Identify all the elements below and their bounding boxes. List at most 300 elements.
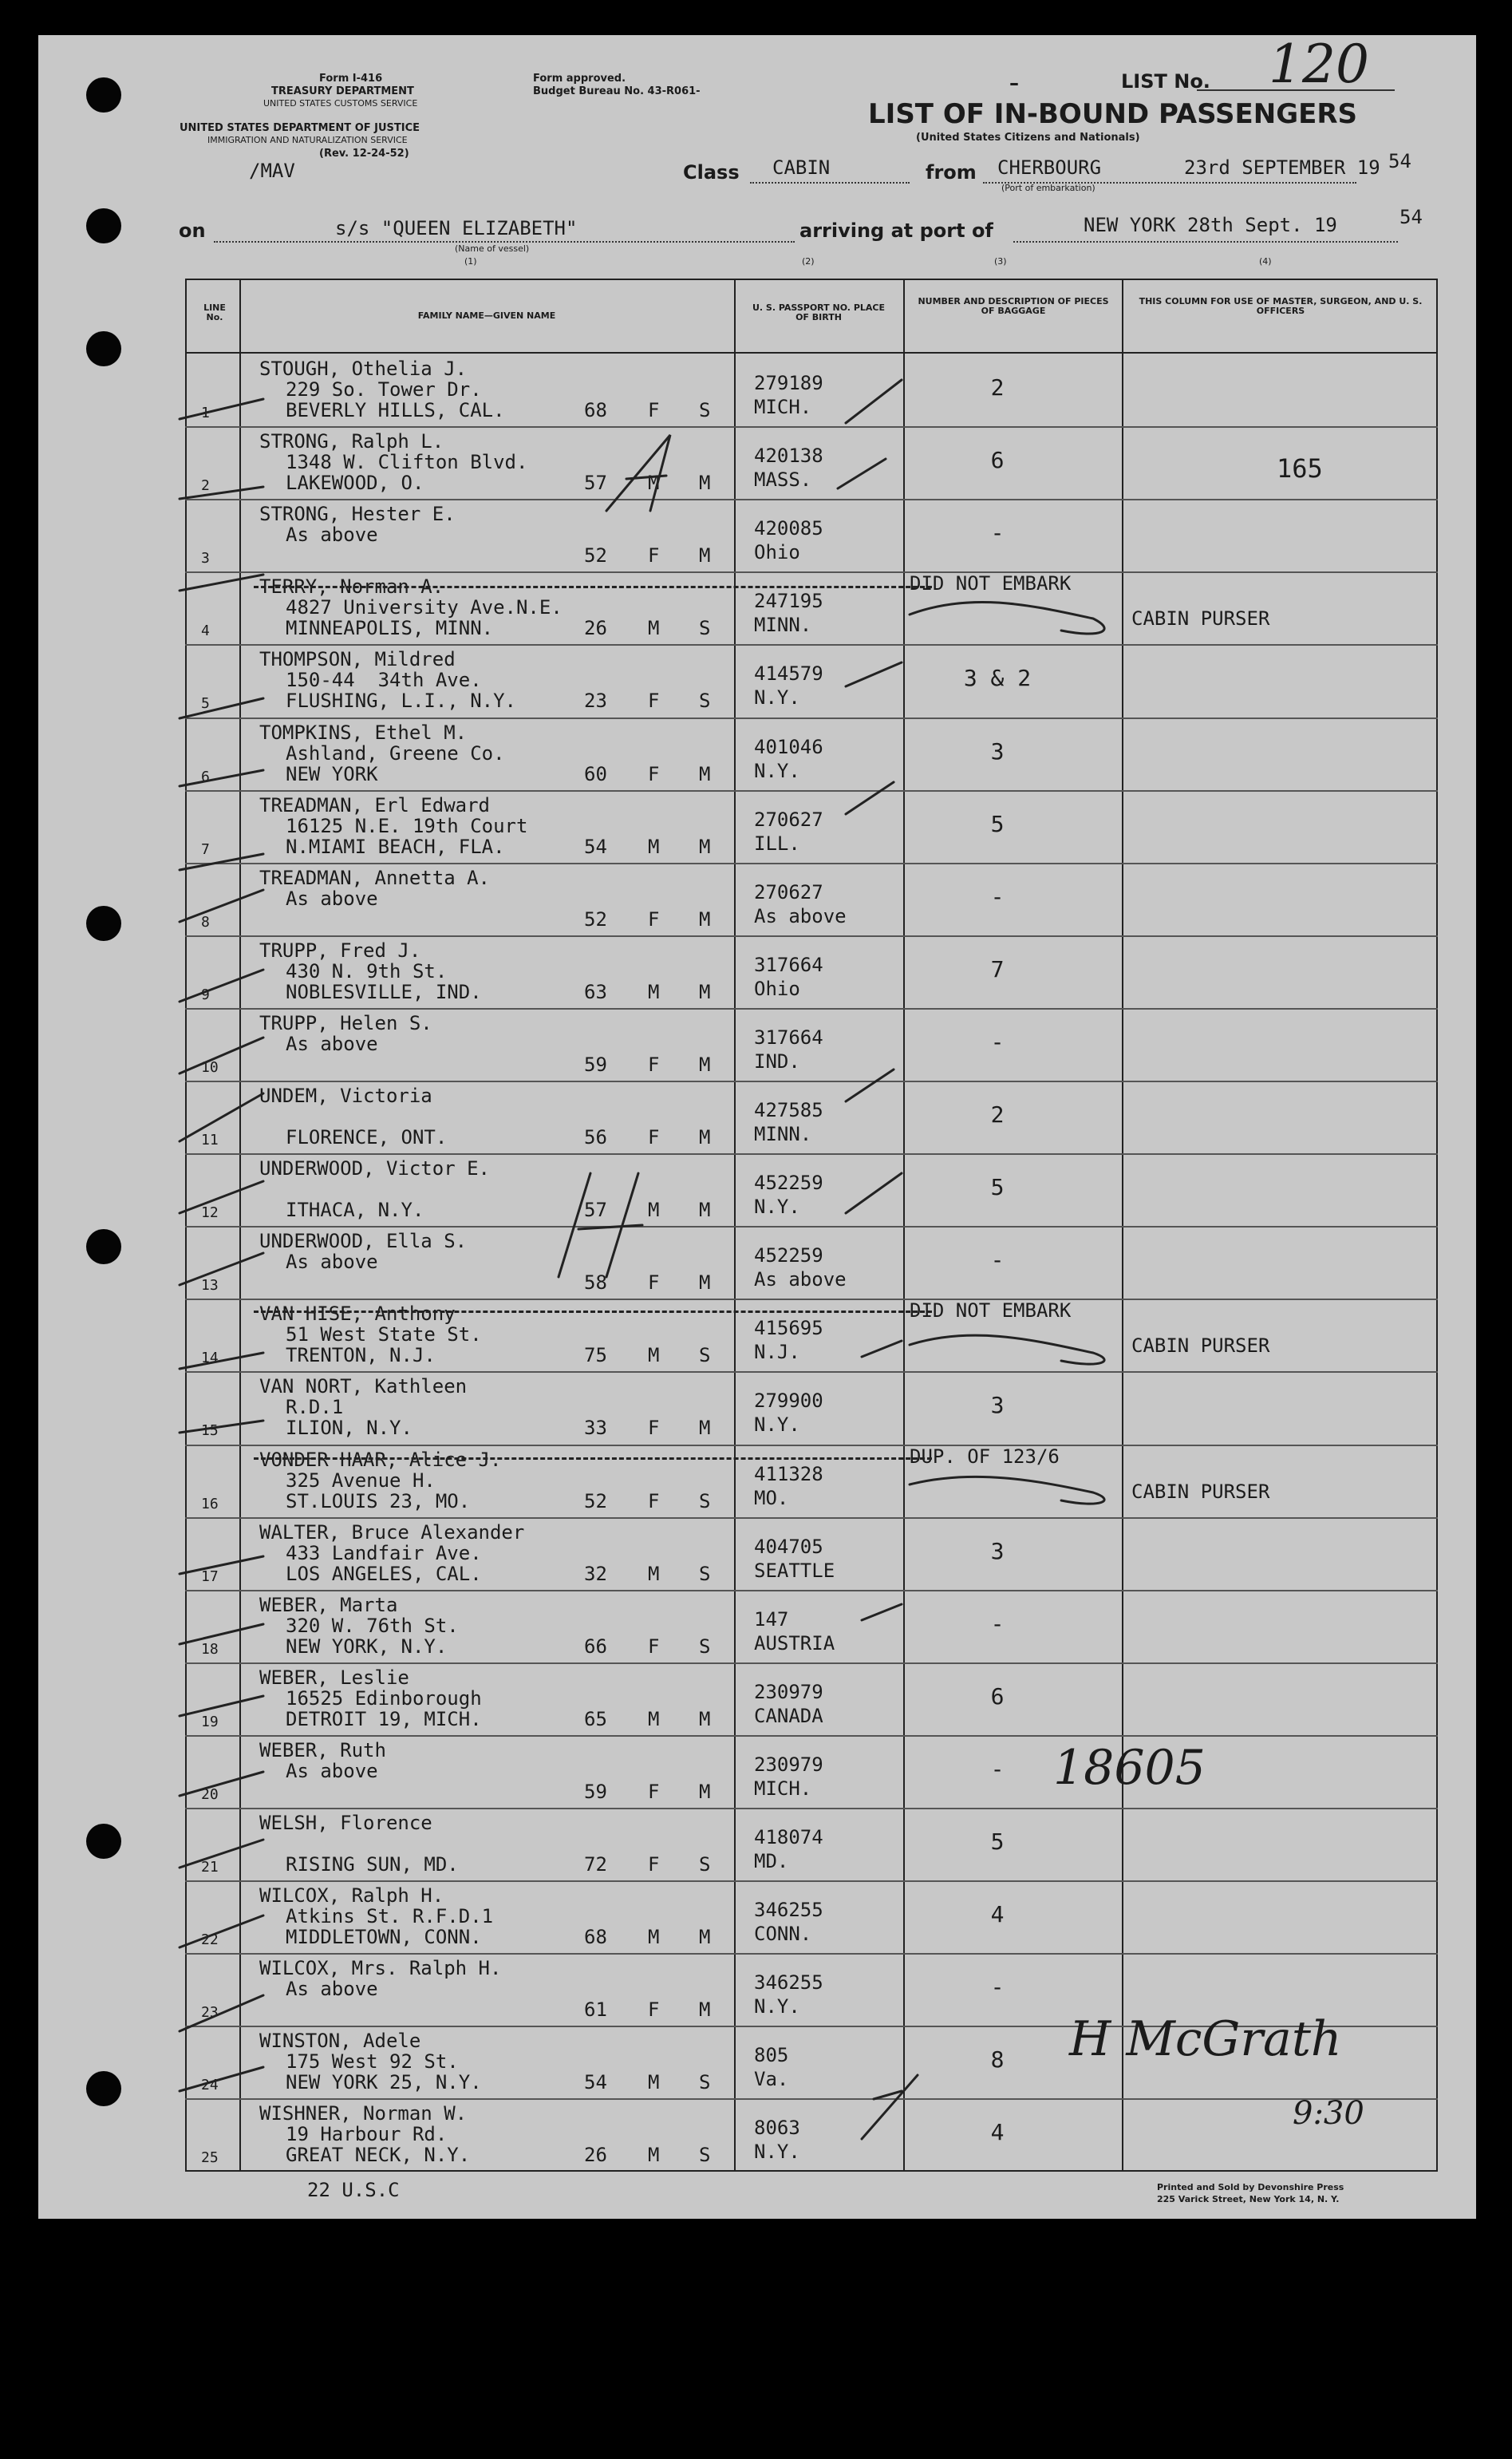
line-tick [180, 890, 263, 922]
passport-number: 317664 [754, 954, 823, 976]
passport-number: 420138 [754, 445, 823, 467]
line-tick [180, 1624, 263, 1644]
passport-number: 414579 [754, 662, 823, 685]
sex: M [648, 1344, 660, 1366]
age: 68 [584, 1926, 607, 1948]
marital-status: M [699, 981, 711, 1003]
place-of-birth: IND. [754, 1050, 800, 1073]
departure-date: 23rd SEPTEMBER 19 [1184, 156, 1380, 179]
embarkation-note: (Port of embarkation) [1001, 183, 1096, 193]
passport-number: 418074 [754, 1826, 823, 1848]
check-mark [838, 459, 886, 488]
sex: M [648, 2144, 660, 2166]
passenger-name: THOMPSON, Mildred [259, 648, 456, 670]
place-of-birth: N.Y. [754, 686, 800, 709]
sex: F [648, 399, 660, 421]
address-line: 175 West 92 St. [286, 2050, 459, 2073]
passenger-name: TREADMAN, Erl Edward [259, 794, 490, 816]
column-number-3: (3) [994, 256, 1007, 267]
age: 63 [584, 981, 607, 1003]
line-number: 24 [201, 2077, 219, 2093]
marital-status: S [699, 1635, 711, 1658]
marital-status: M [699, 908, 711, 931]
line-number: 2 [201, 477, 210, 494]
address-line: 1348 W. Clifton Blvd. [286, 451, 528, 473]
address-line: 16125 N.E. 19th Court [286, 815, 528, 837]
place-of-birth: MASS. [754, 468, 812, 491]
address-city: LOS ANGELES, CAL. [286, 1563, 482, 1585]
line-tick [180, 854, 263, 870]
passport-number: 427585 [754, 1099, 823, 1121]
baggage: 7 [990, 956, 1005, 982]
purser-scribble [910, 602, 1104, 634]
passenger-name: VONDER HAAR, Alice J. [259, 1449, 502, 1471]
address-line: R.D.1 [286, 1396, 344, 1418]
tally-mark [606, 435, 670, 511]
passport-number: 452259 [754, 1244, 823, 1267]
marital-status: S [699, 1344, 711, 1366]
place-of-birth: N.Y. [754, 760, 800, 782]
place-of-birth: MICH. [754, 396, 812, 418]
address-city: NEW YORK [286, 763, 378, 785]
list-no-label: LIST No. [1121, 70, 1210, 93]
address-line: Atkins St. R.F.D.1 [286, 1905, 494, 1927]
marital-status: M [699, 1708, 711, 1730]
marital-status: S [699, 690, 711, 712]
officer-note: 165 [1277, 453, 1323, 484]
officer-note: CABIN PURSER [1131, 1334, 1270, 1357]
form-title: LIST OF IN-BOUND PASSENGERS [868, 98, 1357, 130]
age: 32 [584, 1563, 607, 1585]
address-line: 430 N. 9th St. [286, 960, 448, 982]
passenger-name: WILCOX, Ralph H. [259, 1884, 444, 1907]
baggage: 5 [990, 1174, 1005, 1200]
address-line: As above [286, 1251, 378, 1273]
place-of-birth: Ohio [754, 978, 800, 1000]
passenger-name: TOMPKINS, Ethel M. [259, 721, 468, 744]
officer-note: CABIN PURSER [1131, 1481, 1270, 1503]
line-tick [180, 770, 263, 786]
passenger-name: WELSH, Florence [259, 1812, 432, 1834]
sex: M [648, 981, 660, 1003]
line-number: 15 [201, 1422, 219, 1439]
line-number: 8 [201, 914, 210, 931]
place-of-birth: N.Y. [754, 2141, 800, 2163]
age: 75 [584, 1344, 607, 1366]
passport-number: 346255 [754, 1899, 823, 1921]
age: 61 [584, 1998, 607, 2021]
passport-number: 279189 [754, 372, 823, 394]
col-baggage-header: NUMBER AND DESCRIPTION OF PIECES OF BAGGAGE [918, 296, 1109, 316]
line-tick [180, 970, 263, 1002]
line-number: 23 [201, 2004, 219, 2021]
line-number: 20 [201, 1786, 219, 1803]
printer-line-2: 225 Varick Street, New York 14, N. Y. [1157, 2194, 1340, 2204]
address-line: As above [286, 1978, 378, 2000]
passenger-name: WEBER, Ruth [259, 1739, 386, 1761]
place-of-birth: CANADA [754, 1705, 823, 1727]
address-line: 16525 Edinborough [286, 1687, 482, 1710]
passenger-name: WEBER, Leslie [259, 1666, 409, 1689]
line-number: 18 [201, 1641, 219, 1658]
check-mark [862, 1604, 902, 1620]
line-tick [180, 698, 263, 718]
age: 52 [584, 908, 607, 931]
line-number: 14 [201, 1350, 219, 1366]
address-line: 325 Avenue H. [286, 1469, 436, 1492]
sex: M [648, 1926, 660, 1948]
passenger-name: UNDERWOOD, Ella S. [259, 1230, 468, 1252]
col-name-header: FAMILY NAME—GIVEN NAME [417, 310, 556, 321]
passenger-name: VAN HISE, Anthony [259, 1303, 456, 1325]
purser-scribble [910, 1477, 1104, 1504]
sex: M [648, 1563, 660, 1585]
passport-number: 805 [754, 2044, 789, 2066]
baggage: DUP. OF 123/6 [910, 1445, 1060, 1468]
place-of-birth: MICH. [754, 1777, 812, 1800]
handwritten-initials: 9:30 [1293, 2095, 1364, 2132]
budget-label: Budget Bureau No. 43-R061- [533, 85, 701, 97]
line-number: 22 [201, 1931, 219, 1948]
age: 65 [584, 1708, 607, 1730]
baggage: 5 [990, 811, 1005, 837]
marital-status: M [699, 1126, 711, 1148]
baggage: - [990, 1247, 1005, 1273]
baggage: - [990, 884, 1005, 910]
place-of-birth: Ohio [754, 541, 800, 563]
passenger-name: STRONG, Hester E. [259, 503, 456, 525]
sex: M [648, 617, 660, 639]
baggage: 4 [990, 1901, 1005, 1927]
purser-scribble [910, 1335, 1104, 1364]
form-subtitle: (United States Citizens and Nationals) [916, 132, 1140, 144]
passenger-name: UNDERWOOD, Victor E. [259, 1157, 490, 1180]
passport-number: 404705 [754, 1536, 823, 1558]
address-line: 320 W. 76th St. [286, 1615, 459, 1637]
passport-number: 346255 [754, 1971, 823, 1994]
class-value: CABIN [772, 156, 831, 179]
from-label: from [926, 161, 977, 184]
place-of-birth: Va. [754, 2068, 789, 2090]
passport-number: 415695 [754, 1317, 823, 1339]
place-of-birth: MO. [754, 1487, 789, 1509]
passenger-name: STOUGH, Othelia J. [259, 358, 468, 380]
check-mark [862, 2075, 918, 2139]
line-number: 19 [201, 1714, 219, 1730]
marital-status: M [699, 1271, 711, 1294]
address-city: NEW YORK 25, N.Y. [286, 2071, 482, 2093]
passenger-name: WALTER, Bruce Alexander [259, 1521, 525, 1544]
passenger-name: UNDEM, Victoria [259, 1085, 432, 1107]
baggage: 6 [990, 447, 1005, 473]
address-city: ITHACA, N.Y. [286, 1199, 424, 1221]
passport-number: 452259 [754, 1172, 823, 1194]
age: 56 [584, 1126, 607, 1148]
line-number: 11 [201, 1132, 219, 1148]
place-of-birth: SEATTLE [754, 1560, 835, 1582]
passport-number: 230979 [754, 1681, 823, 1703]
baggage: 2 [990, 1101, 1005, 1128]
address-city: ST.LOUIS 23, MO. [286, 1490, 471, 1512]
passport-number: 270627 [754, 881, 823, 903]
age: 33 [584, 1417, 607, 1439]
baggage: - [990, 1756, 1005, 1782]
sex: F [648, 544, 660, 567]
col-line-header: LINE No. [203, 302, 226, 322]
check-mark [846, 1069, 894, 1101]
age: 23 [584, 690, 607, 712]
column-number-4: (4) [1259, 256, 1272, 267]
line-number: 1 [201, 405, 210, 421]
passport-number: 317664 [754, 1026, 823, 1049]
passenger-name: TERRY, Norman A. [259, 575, 444, 598]
address-city: DETROIT 19, MICH. [286, 1708, 482, 1730]
address-line: 19 Harbour Rd. [286, 2123, 448, 2145]
arriving-label: arriving at port of [799, 219, 993, 242]
age: 59 [584, 1054, 607, 1076]
manifest-code: /MAV [249, 160, 295, 182]
passenger-name: WEBER, Marta [259, 1594, 398, 1616]
address-city: FLORENCE, ONT. [286, 1126, 448, 1148]
sex: F [648, 1490, 660, 1512]
passenger-name: TRUPP, Helen S. [259, 1012, 432, 1034]
passenger-name: VAN NORT, Kathleen [259, 1375, 468, 1398]
sex: F [648, 908, 660, 931]
place-of-birth: N.Y. [754, 1196, 800, 1218]
passenger-name: TRUPP, Fred J. [259, 939, 421, 962]
marital-status: S [699, 1853, 711, 1876]
address-city: ILION, N.Y. [286, 1417, 413, 1439]
marital-status: M [699, 1054, 711, 1076]
passport-number: 411328 [754, 1463, 823, 1485]
check-mark [862, 1341, 902, 1357]
baggage: - [990, 1029, 1005, 1055]
age: 26 [584, 617, 607, 639]
justice-label: UNITED STATES DEPARTMENT OF JUSTICE [180, 122, 420, 134]
sex: M [648, 472, 660, 494]
age: 54 [584, 2071, 607, 2093]
address-city: RISING SUN, MD. [286, 1853, 459, 1876]
line-number: 10 [201, 1059, 219, 1076]
sex: M [648, 2071, 660, 2093]
place-of-birth: MINN. [754, 1123, 812, 1145]
baggage: 2 [990, 374, 1005, 401]
marital-status: M [699, 1781, 711, 1803]
arrival-year: 54 [1399, 206, 1423, 228]
on-label: on [179, 219, 206, 242]
col-officers-header: THIS COLUMN FOR USE OF MASTER, SURGEON, AND U. S. OFFICERS [1139, 296, 1423, 316]
passenger-name: WILCOX, Mrs. Ralph H. [259, 1957, 502, 1979]
approved-label: Form approved. [533, 73, 626, 85]
address-line: Ashland, Greene Co. [286, 742, 505, 765]
sex: F [648, 1054, 660, 1076]
line-tick [180, 1915, 263, 1947]
baggage: DID NOT EMBARK [910, 572, 1072, 595]
passport-number: 270627 [754, 808, 823, 831]
age: 60 [584, 763, 607, 785]
sex: F [648, 1998, 660, 2021]
address-city: BEVERLY HILLS, CAL. [286, 399, 505, 421]
line-tick [180, 399, 263, 419]
line-number: 13 [201, 1277, 219, 1294]
age: 57 [584, 1199, 607, 1221]
passenger-name: TREADMAN, Annetta A. [259, 867, 490, 889]
age: 52 [584, 1490, 607, 1512]
marital-status: M [699, 544, 711, 567]
marital-status: S [699, 2144, 711, 2166]
address-line: 150-44 34th Ave. [286, 669, 482, 691]
place-of-birth: CONN. [754, 1923, 812, 1945]
col-passport-header: U. S. PASSPORT NO. PLACE OF BIRTH [752, 302, 885, 322]
check-mark [846, 662, 902, 686]
arrival-port-date: NEW YORK 28th Sept. 19 [1084, 214, 1337, 236]
place-of-birth: MD. [754, 1850, 789, 1872]
line-tick [180, 1421, 263, 1433]
line-tick [180, 1181, 263, 1213]
line-number: 7 [201, 841, 210, 858]
baggage: 3 [990, 1392, 1005, 1418]
list-number: 120 [1269, 34, 1369, 95]
check-mark [846, 380, 902, 423]
passport-number: 8063 [754, 2117, 800, 2139]
line-number: 4 [201, 623, 210, 639]
passport-number: 420085 [754, 517, 823, 540]
passenger-name: WISHNER, Norman W. [259, 2102, 468, 2125]
address-city: LAKEWOOD, O. [286, 472, 424, 494]
line-tick [180, 1038, 263, 1073]
marital-status: M [699, 836, 711, 858]
sex: M [648, 1708, 660, 1730]
address-city: MIDDLETOWN, CONN. [286, 1926, 482, 1948]
class-label: Class [683, 161, 740, 184]
sex: F [648, 690, 660, 712]
check-mark [846, 782, 894, 814]
address-city: TRENTON, N.J. [286, 1344, 436, 1366]
address-line: 51 West State St. [286, 1323, 482, 1346]
line-tick [180, 1353, 263, 1369]
departure-year: 54 [1388, 150, 1411, 172]
passport-number: 230979 [754, 1753, 823, 1776]
place-of-birth: N.J. [754, 1341, 800, 1363]
place-of-birth: As above [754, 1268, 847, 1291]
address-line: As above [286, 1033, 378, 1055]
line-tick [180, 2067, 263, 2091]
column-number-2: (2) [802, 256, 815, 267]
place-of-birth: ILL. [754, 832, 800, 855]
address-city: GREAT NECK, N.Y. [286, 2144, 471, 2166]
marital-status: S [699, 1490, 711, 1512]
dash-mark: – [1009, 72, 1019, 94]
address-line: As above [286, 888, 378, 910]
line-tick [180, 1556, 263, 1574]
sex: F [648, 1635, 660, 1658]
marital-status: S [699, 2071, 711, 2093]
marital-status: M [699, 1199, 711, 1221]
marital-status: M [699, 472, 711, 494]
age: 58 [584, 1271, 607, 1294]
marital-status: M [699, 1417, 711, 1439]
vessel-note: (Name of vessel) [455, 243, 530, 254]
line-tick [180, 575, 263, 591]
address-city: NEW YORK, N.Y. [286, 1635, 448, 1658]
line-tick [180, 1253, 263, 1285]
passport-number: 247195 [754, 590, 823, 612]
handwritten-signature: H McGrath [1069, 2011, 1342, 2067]
sex: M [648, 836, 660, 858]
marital-status: M [699, 1926, 711, 1948]
line-number: 17 [201, 1568, 219, 1585]
baggage: - [990, 1974, 1005, 2000]
address-city: NOBLESVILLE, IND. [286, 981, 482, 1003]
line-number: 12 [201, 1204, 219, 1221]
sex: F [648, 1417, 660, 1439]
line-tick [180, 1840, 263, 1868]
check-mark [846, 1173, 902, 1213]
address-line: 229 So. Tower Dr. [286, 378, 482, 401]
age: 52 [584, 544, 607, 567]
printer-line-1: Printed and Sold by Devonshire Press [1157, 2182, 1344, 2192]
marital-status: M [699, 763, 711, 785]
treasury-label: TREASURY DEPARTMENT [271, 85, 414, 97]
customs-label: UNITED STATES CUSTOMS SERVICE [263, 98, 418, 109]
baggage: 3 [990, 738, 1005, 765]
age: 26 [584, 2144, 607, 2166]
place-of-birth: N.Y. [754, 1413, 800, 1436]
line-number: 5 [201, 695, 210, 712]
baggage: DID NOT EMBARK [910, 1299, 1072, 1322]
address-city: N.MIAMI BEACH, FLA. [286, 836, 505, 858]
embarkation-port: CHERBOURG [997, 156, 1102, 179]
place-of-birth: AUSTRIA [754, 1632, 835, 1654]
age: 54 [584, 836, 607, 858]
line-number: 3 [201, 550, 210, 567]
sex: M [648, 1199, 660, 1221]
baggage: - [990, 1611, 1005, 1637]
age: 66 [584, 1635, 607, 1658]
passport-number: 147 [754, 1608, 789, 1631]
line-tick [180, 1093, 263, 1141]
age: 68 [584, 399, 607, 421]
marital-status: S [699, 1563, 711, 1585]
address-city: FLUSHING, L.I., N.Y. [286, 690, 516, 712]
line-number: 16 [201, 1496, 219, 1512]
ins-label: IMMIGRATION AND NATURALIZATION SERVICE [207, 135, 408, 145]
passenger-name: WINSTON, Adele [259, 2030, 421, 2052]
age: 59 [584, 1781, 607, 1803]
baggage: 3 & 2 [963, 665, 1032, 691]
place-of-birth: MINN. [754, 614, 812, 636]
baggage: 8 [990, 2046, 1005, 2073]
line-number: 6 [201, 769, 210, 785]
line-tick [180, 1995, 263, 2031]
sex: F [648, 763, 660, 785]
passenger-name: STRONG, Ralph L. [259, 430, 444, 453]
passport-number: 401046 [754, 736, 823, 758]
statute-reference: 22 U.S.C [307, 2179, 400, 2201]
passport-number: 279900 [754, 1390, 823, 1412]
baggage: 3 [990, 1538, 1005, 1564]
marital-status: S [699, 399, 711, 421]
age: 57 [584, 472, 607, 494]
line-tick [180, 1772, 263, 1796]
age: 72 [584, 1853, 607, 1876]
marital-status: S [699, 617, 711, 639]
line-tick [180, 1696, 263, 1716]
marital-status: M [699, 1998, 711, 2021]
line-number: 9 [201, 986, 210, 1003]
sex: F [648, 1126, 660, 1148]
form-number: Form I-416 [319, 73, 383, 85]
